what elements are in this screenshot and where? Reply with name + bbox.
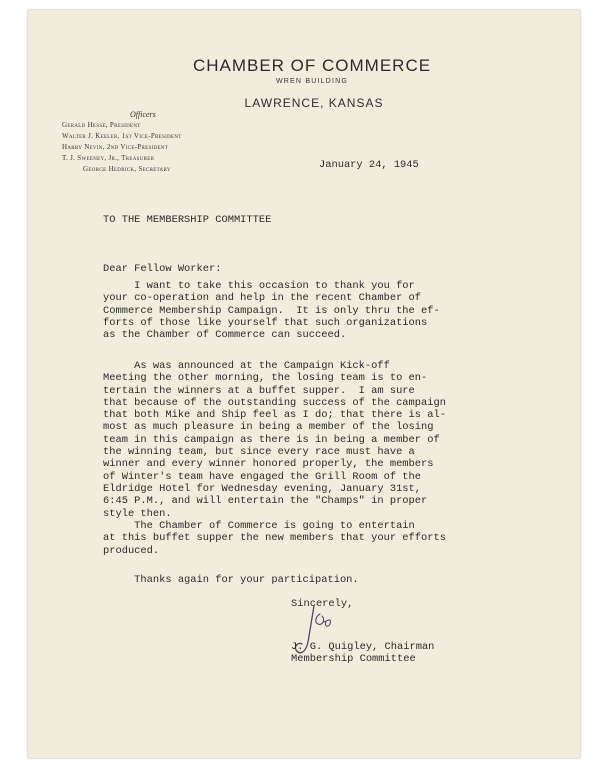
letter-paragraph-4: Thanks again for your participation.: [103, 574, 359, 586]
letter-paragraph-2: As was announced at the Campaign Kick-off Meeting the other morning, the losing team is to en- tertain the winners at a buffet supper. I am sure that because of the outstanding success of the campaign that both Mike and Ship feel as I do; that there is al- most as much pleasure in being a member of the losing team in this campaign as there is in being a member of the winning team, but since every race must have a winner and every winner honored properly, the members of Winter's team have engaged the Grill Room of the Eldridge Hotel for Wednesday evening, January 31st, 6:45 P.M., and will entertain the "Champs" in proper style then.: [103, 360, 446, 520]
letter-paragraph-3: The Chamber of Commerce is going to entertain at this buffet supper the new members that your efforts produced.: [103, 520, 446, 557]
letter-closing: Sincerely,: [291, 598, 354, 610]
letterhead-title: CHAMBER OF COMMERCE: [192, 56, 432, 75]
officer-secretary: George Hedrick, Secretary: [83, 165, 171, 173]
letterhead-city: LAWRENCE, KANSAS: [244, 96, 384, 110]
officer-first-vice-president: Walter J. Keeler, 1st Vice-President: [62, 132, 182, 140]
letter-salutation: Dear Fellow Worker:: [103, 263, 222, 275]
letter-date: January 24, 1945: [319, 159, 419, 171]
signer-title: Membership Committee: [291, 653, 416, 666]
letter-addressee: TO THE MEMBERSHIP COMMITTEE: [103, 214, 272, 226]
officer-treasurer: T. J. Sweeney, Jr., Treasurer: [62, 154, 155, 162]
signature-block: [291, 641, 434, 666]
letter-page: [28, 10, 580, 758]
letterhead-building: WREN BUILDING: [276, 78, 348, 85]
officer-second-vice-president: Harry Nevin, 2nd Vice-President: [62, 143, 169, 151]
officer-president: Gerald Hesse, President: [62, 121, 141, 129]
officers-heading: Officers: [130, 110, 156, 119]
signer-name: J. G. Quigley, Chairman: [291, 641, 435, 653]
letter-paragraph-1: I want to take this occasion to thank you for your co-operation and help in the recent Chamber of Commerce Membership Campaign. It is only thru the ef- forts of those like yourself that such organizations as the Chamber of Commerce can succeed.: [103, 280, 440, 342]
